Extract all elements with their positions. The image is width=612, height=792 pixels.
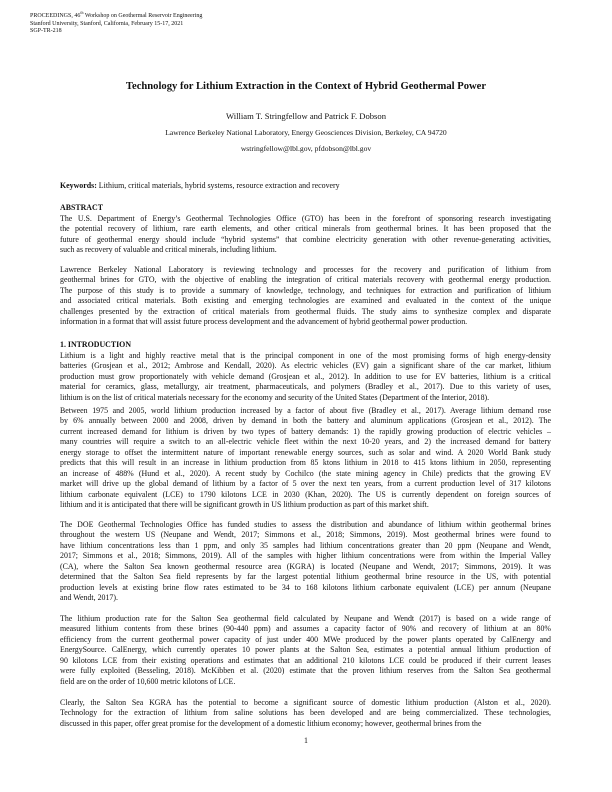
text-line: The purpose of this study is to provide a summary of knowledge, technology, and techniques for extraction and purification of lithium bbox=[60, 285, 551, 295]
text-line: market will drive up the global demand of lithium by a factor of 5 over the next ten years, from a current production level of 317 kilotons bbox=[60, 479, 551, 489]
text-line: lithium is on the list of critical materials necessary for the economy and security of the United States (Department of the Interior, 2018). bbox=[60, 392, 490, 402]
abstract-heading: ABSTRACT bbox=[60, 203, 103, 212]
intro-paragraph-3 bbox=[60, 520, 551, 604]
text-line: Clearly, the Salton Sea KGRA has the potential to become a significant source of domestic lithium production (Alston et al., 2020). bbox=[60, 698, 551, 707]
text-line: EnergySource. CalEnergy, which currently operates 10 power plants at the Salton Sea, estimates a potential annual lithium production of bbox=[60, 645, 551, 655]
text-line: efficiency from the current geothermal power capacity of just under 400 MWe produced by the power plants operated by CalEnergy and bbox=[60, 634, 551, 644]
running-header bbox=[30, 9, 202, 36]
header-report-number: SGP-TR-218 bbox=[30, 28, 62, 35]
text-line: Lawrence Berkeley National Laboratory is reviewing technology and processes for the recovery and purification of lithium from bbox=[60, 265, 551, 274]
header-proceedings: PROCEEDINGS, 46th Workshop on Geothermal Reservoir Engineering bbox=[30, 10, 203, 19]
intro-paragraph-2 bbox=[60, 406, 551, 511]
abstract-paragraph-2 bbox=[60, 265, 551, 328]
text-line: The lithium production rate for the Salton Sea geothermal field calculated by Neupane and Wendt (2017) is based on a wide range of bbox=[60, 614, 551, 623]
text-line: (CA), where the Salton Sea known geothermal resource area (KGRA) is located (Neupane and Wendt, 2017; Simmons, 2019). It was bbox=[60, 561, 551, 571]
intro-paragraph-5 bbox=[60, 698, 551, 729]
header-venue: Stanford University, Stanford, California, February 15-17, 2021 bbox=[30, 20, 184, 27]
text-line: have lithium concentrations less than 1 ppm, and only 35 samples had lithium concentrations greater than 20 ppm (Neupane and Wendt, bbox=[60, 540, 551, 550]
author-emails: wstringfellow@lbl.gov, pfdobson@lbl.gov bbox=[240, 144, 372, 153]
text-line: predicts that this will result in an increase in lithium production from 85 ktons lithium in 2018 to 415 ktons lithium in 2050, representing bbox=[60, 458, 551, 468]
text-line: 90 kilotons LCE from their existing operations and estimates that an additional 210 kilotons LCE could be produced if their current leases bbox=[60, 655, 551, 665]
text-line: Technology for the extraction of lithium from saline solutions has been developed and are being commercialized. These technologies, bbox=[60, 708, 551, 718]
text-line: The DOE Geothermal Technologies Office has funded studies to assess the distribution and abundance of lithium within geothermal brines bbox=[60, 520, 551, 529]
text-line: discussed in this paper, offer great promise for the development of a domestic lithium economy; however, geothermal brines from the bbox=[60, 718, 482, 728]
text-line: lithium carbonate equivalent (LCE) to 1790 kilotons LCE in 2030 (Khan, 2020). The US is currently dependent on foreign sources of bbox=[60, 489, 551, 499]
intro-paragraph-4 bbox=[60, 614, 551, 687]
text-line: were fully exploited (Besseling, 2018). McKibben et al. (2020) estimate that the proven lithium reserves from the Salton Sea geothermal bbox=[60, 666, 551, 676]
text-line: by 6% annually between 2000 and 2008, driven by demand in both the battery and aluminum applications (Grosjean et al., 2012). The bbox=[60, 416, 551, 426]
text-line: the potential recovery of lithium, rare earth elements, and other critical minerals from geothermal brines. It has been proposed that the bbox=[60, 224, 551, 234]
text-line: geothermal brines for GTO, with the objective of enabling the integration of critical materials recovery with geothermal energy production. bbox=[60, 275, 551, 285]
text-line: and Wendt, 2017). bbox=[60, 593, 118, 603]
text-line: and associated critical materials. Both existing and emerging technologies are examined and evaluated in the context of the unique bbox=[60, 296, 551, 306]
keywords-label: Keywords: bbox=[60, 181, 97, 190]
keywords bbox=[60, 181, 551, 191]
text-line: future of geothermal energy should include “hybrid systems” that combine electricity generation with other revenue-generating activities, bbox=[60, 234, 551, 244]
introduction-heading: 1. INTRODUCTION bbox=[60, 340, 132, 349]
text-line: material for ceramics, glass, metallurgy, air treatment, pharmaceuticals, and polymers (Bradley et al., 2017). Due to this variety of uses, bbox=[60, 382, 551, 392]
text-line: measured lithium contents from these brines (90-440 ppm) and assumes a capacity factor of 90% and recovery of lithium at an 80% bbox=[60, 624, 551, 634]
text-line: Between 1975 and 2005, world lithium production increased by a factor of about five (Bradley et al., 2017). Average lithium demand rose bbox=[60, 406, 551, 415]
page-number: 1 bbox=[304, 736, 308, 745]
abstract-paragraph-1 bbox=[60, 214, 551, 256]
text-line: lithium and it is anticipated that there will be significant growth in US lithium production as part of this market shift. bbox=[60, 500, 429, 510]
text-line: energy storage to offset the intermittent nature of important renewable energy sources, such as solar and wind. A 2020 World Bank study bbox=[60, 447, 551, 457]
text-line: challenges presented by the extraction of critical materials from geothermal fluids. The study aims to synthesize complex and disparate bbox=[60, 306, 551, 316]
paper-title: Technology for Lithium Extraction in the Context of Hybrid Geothermal Power bbox=[125, 81, 487, 92]
text-line: production must grow proportionately with vehicle demand (Grosjean et al., 2012). In addition to use for EV batteries, lithium is a critical bbox=[60, 371, 551, 381]
text-line: information in a format that will assist future process development and the advancement of hybrid geothermal power production. bbox=[60, 317, 468, 327]
authors: William T. Stringfellow and Patrick F. Dobson bbox=[225, 111, 386, 121]
text-line: batteries (Grosjean et al., 2012; Ambrose and Kendall, 2020). As electric vehicles (EV) gain a significant share of the car market, lithium bbox=[60, 361, 551, 371]
keywords-text: Lithium, critical materials, hybrid systems, resource extraction and recovery bbox=[96, 181, 340, 190]
text-line: The U.S. Department of Energy’s Geothermal Technologies Office (GTO) has been in the forefront of sponsoring research investigating bbox=[60, 214, 551, 223]
intro-paragraph-1 bbox=[60, 351, 551, 403]
text-line: field are on the order of 10,600 metric kilotons of LCE. bbox=[60, 676, 236, 686]
text-line: current increased demand for lithium is driven by two types of battery demands: 1) the rapidly growing production of electric vehicles – bbox=[60, 426, 551, 436]
text-line: many countries will require a switch to an all-electric vehicle fleet within the next 10-20 years, and 2) the increased demand for battery bbox=[60, 437, 551, 447]
text-line: Lithium is a light and highly reactive metal that is the principal component in one of the most promising forms of high energy-density bbox=[60, 351, 551, 360]
text-line: an increase of 488% (Hund et al., 2020). A recent study by Cochilco (the state mining agency in Chile) predicts that the growing EV bbox=[60, 468, 551, 478]
text-line: determined that the Salton Sea field represents by far the largest potential lithium geothermal brine resource in the US, with potential bbox=[60, 572, 551, 582]
text-line: throughout the western US (Neupane and Wendt, 2017; Simmons et al., 2018; Simmons, 2019). Most geothermal brines were found to bbox=[60, 530, 551, 540]
affiliation: Lawrence Berkeley National Laboratory, Energy Geosciences Division, Berkeley, CA 94720 bbox=[165, 128, 447, 137]
text-line: 2017; Simmons et al., 2018; Simmons, 2019). All of the samples with higher lithium concentrations were from within the Imperial Valley bbox=[60, 551, 551, 561]
text-line: such as recovery of valuable and critical minerals, including lithium. bbox=[60, 245, 277, 255]
text-line: production levels at existing brine flow rates estimated to be 34 to 168 kilotons lithium carbonate equivalent (LCE) per annum (Neupane bbox=[60, 582, 551, 592]
